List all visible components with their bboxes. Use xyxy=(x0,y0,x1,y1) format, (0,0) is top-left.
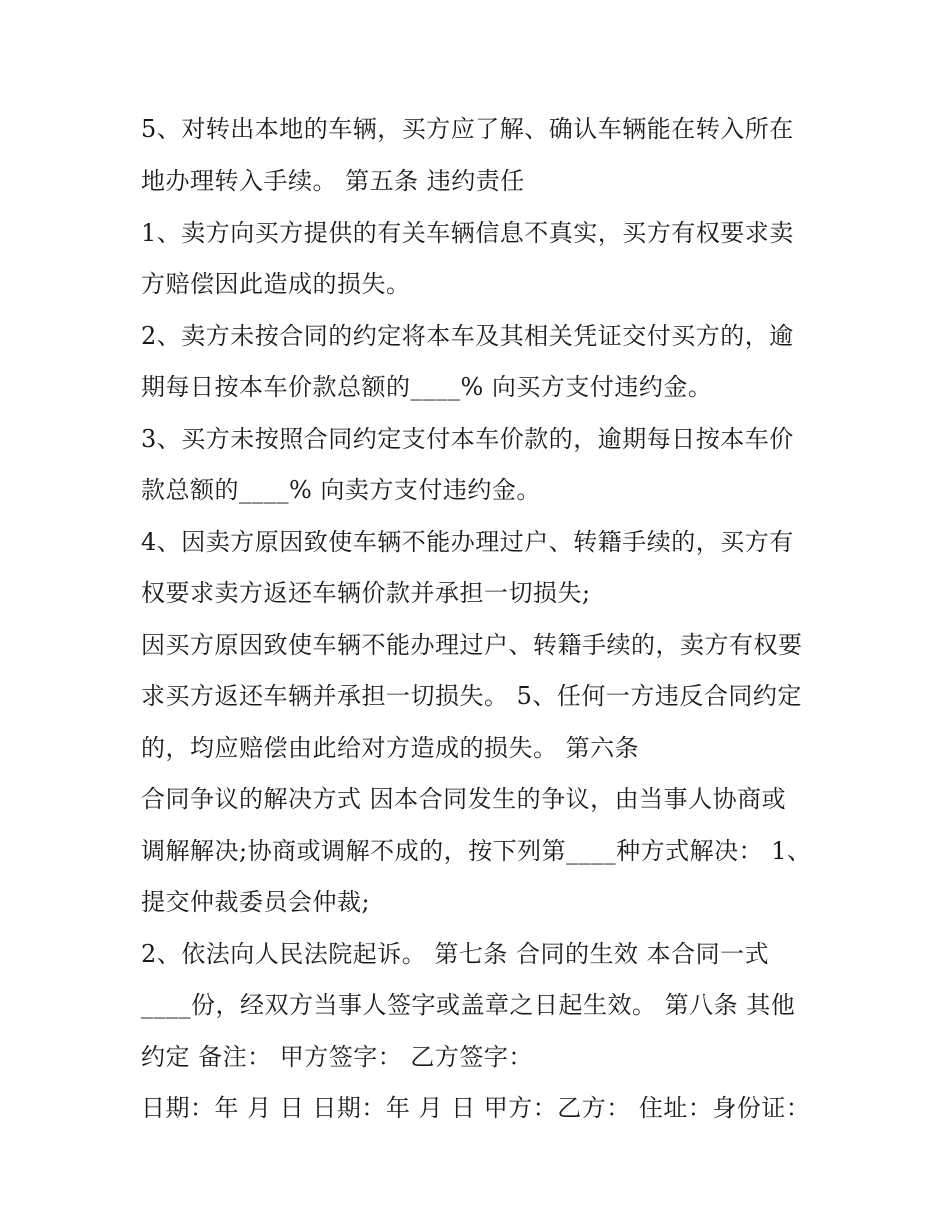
text-line: 款总额的____% 向卖方支付违约金。 xyxy=(141,476,541,504)
text-line: 2、依法向人民法院起诉。 第七条 合同的生效 本合同一式 xyxy=(141,940,770,968)
text-line: 提交仲裁委员会仲裁; xyxy=(141,888,371,916)
text-line: 合同争议的解决方式 因本合同发生的争议，由当事人协商或 xyxy=(141,785,787,813)
text-line: 日期：年 月 日 日期：年 月 日 甲方：乙方： 住址：身份证： xyxy=(141,1094,811,1122)
text-line: 1、卖方向买方提供的有关车辆信息不真实，买方有权要求卖 xyxy=(141,219,794,247)
text-line: 因买方原因致使车辆不能办理过户、转籍手续的，卖方有权要 xyxy=(141,631,803,659)
text-line: 约定 备注： 甲方签字： 乙方签字： xyxy=(141,1043,533,1071)
text-line: 方赔偿因此造成的损失。 xyxy=(141,270,411,298)
text-line: 4、因卖方原因致使车辆不能办理过户、转籍手续的，买方有 xyxy=(141,528,794,556)
text-line: 调解解决;协商或调解不成的，按下列第____种方式解决： 1、 xyxy=(141,837,812,865)
text-line: 2、卖方未按合同的约定将本车及其相关凭证交付买方的，逾 xyxy=(141,322,794,350)
text-line: 权要求卖方返还车辆价款并承担一切损失; xyxy=(141,579,591,607)
text-line: 求买方返还车辆并承担一切损失。 5、任何一方违反合同约定 xyxy=(141,682,802,710)
text-line: 地办理转入手续。 第五条 违约责任 xyxy=(141,167,525,195)
text-line: ____份，经双方当事人签字或盖章之日起生效。 第八条 其他 xyxy=(141,991,796,1019)
text-line: 5、对转出本地的车辆，买方应了解、确认车辆能在转入所在 xyxy=(141,115,794,143)
text-line: 期每日按本车价款总额的____% 向买方支付违约金。 xyxy=(141,373,713,401)
text-line: 3、买方未按照合同约定支付本车价款的，逾期每日按本车价 xyxy=(141,425,794,453)
text-line: 的，均应赔偿由此给对方造成的损失。 第六条 xyxy=(141,734,640,762)
